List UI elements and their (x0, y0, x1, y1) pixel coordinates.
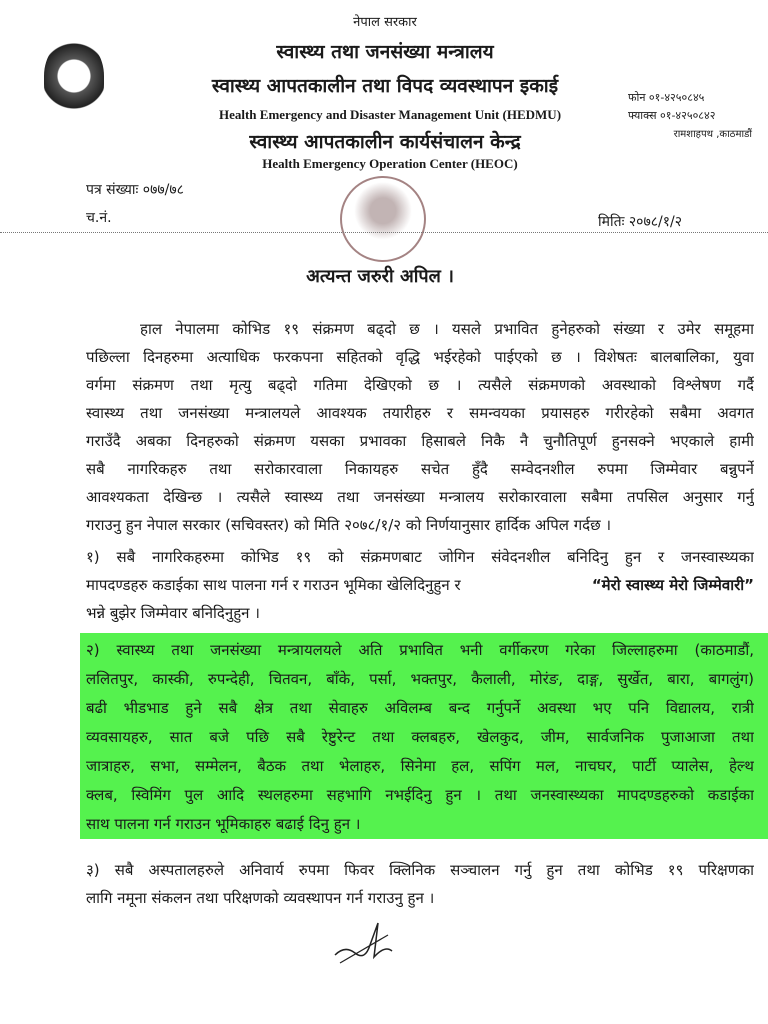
slogan: “मेरो स्वास्थ्य मेरो जिम्मेवारी” (591, 576, 754, 594)
dispatch-number: च.नं. (86, 210, 112, 226)
center-name-en: Health Emergency Operation Center (HEOC) (262, 156, 518, 171)
intro-line: गराउँदै अबका दिनहरुको संक्रमण यसका प्रभावका हिसाबले निकै नै चुनौतिपूर्ण हुनसक्ने भएकाले हामी (86, 432, 754, 450)
item1-line-with-slogan (86, 574, 754, 596)
item2-line: बढी भीडभाड हुने सबै क्षेत्र तथा सेवाहरु अविलम्ब बन्द गर्नुपर्ने अवस्था भए पनि विद्यालय, रात्री (86, 699, 754, 717)
intro-line: पछिल्ला दिनहरुमा अत्याधिक फरकपना सहितको वृद्धि भईरहेको पाईएको छ । विशेषतः बालबालिका, युवा (86, 348, 754, 366)
item2-line: २) स्वास्थ्य तथा जनसंख्या मन्त्रायलयले अति प्रभावित भनी वर्गीकरण गरेका जिल्लाहरुमा (काठमाडौं, (86, 641, 754, 659)
address: रामशाहपथ ,काठमाडौं (673, 129, 752, 140)
government-name: नेपाल सरकार (353, 15, 417, 30)
intro-line: वर्गमा संक्रमण तथा मृत्यु बढ्दो गतिमा देखिएको छ । त्यसैले संक्रमणको अवस्थाको विश्लेषण गर्दै (86, 376, 754, 394)
fax-number: फ्याक्स ०१-४२५०८४२ (628, 109, 716, 122)
item1-line: भन्ने बुझेर जिम्मेवार बनिदिनुहुन । (86, 604, 260, 622)
item2-line: व्यवसायहरु, सात बजे पछि सबै रेष्टुरेन्ट तथा क्लबहरु, खेलकुद, जीम, सार्वजनिक पुजाआजा तथा (86, 728, 754, 746)
ministry-name: स्वास्थ्य तथा जनसंख्या मन्त्रालय (276, 41, 494, 63)
item3-line: ३) सबै अस्पतालहरुले अनिवार्य रुपमा फिवर क्लिनिक सञ्चालन गर्नु हुन तथा कोभिड १९ परिक्षणका (86, 861, 754, 879)
center-name-np: स्वास्थ्य आपतकालीन कार्यसंचालन केन्द्र (249, 131, 521, 153)
intro-line: सबै नागरिकहरु तथा सरोकारवाला निकायहरु सचेत हुँदै सम्वेदनशील रुपमा जिम्मेवार बन्नुपर्ने (86, 460, 754, 478)
government-emblem (44, 40, 104, 120)
item2-line: क्लब, स्विमिंग पुल आदि स्थलहरुमा सहभागि नभईदिनु हुन । तथा जनस्वास्थ्यका मापदण्डहरुको कडाईका (86, 786, 754, 804)
letter-number: पत्र संख्याः ०७७/७८ (86, 182, 184, 198)
item2-line: जात्राहरु, सभा, सम्मेलन, बैठक तथा भेलाहरु, सिनेमा हल, सपिंग मल, नाचघर, पार्टी प्यालेस, हेल्थ (86, 757, 754, 775)
document-title: अत्यन्त जरुरी अपिल । (306, 266, 454, 287)
phone-number: फोन ०१-४२५०८४५ (628, 91, 705, 104)
unit-name-np: स्वास्थ्य आपतकालीन तथा विपद व्यवस्थापन इकाई (211, 75, 559, 97)
item2-line: साथ पालना गर्न गराउन भूमिकाहरु बढाई दिनु हुन । (86, 815, 361, 833)
intro-line: आवश्यकता देखिन्छ । त्यसैले स्वास्थ्य तथा जनसंख्या मन्त्रालय सरोकारवाला सबैमा तपसिल अनुसार गर्नु (86, 488, 754, 506)
intro-line: गराउनु हुन नेपाल सरकार (सचिवस्तर) को मिति २०७८/१/२ को निर्णयानुसार हार्दिक अपिल गर्दछ । (86, 516, 612, 534)
intro-line: स्वास्थ्य तथा जनसंख्या मन्त्रालयले आवश्यक तयारीहरु र समन्वयका प्रयासहरु गरीरहेको सबैमा अवगत (86, 404, 754, 422)
letter-date: मितिः २०७८/१/२ (598, 214, 682, 230)
item1-line: मापदण्डहरु कडाईका साथ पालना गर्न र गराउन भूमिका खेलिदिनुहुन र (86, 576, 461, 594)
header-divider (0, 232, 768, 233)
item1-line: १) सबै नागरिकहरुमा कोभिड १९ को संक्रमणबाट जोगिन संवेदनशील बनिदिनु हुन र जनस्वास्थ्यका (86, 548, 754, 566)
item3-line: लागि नमूना संकलन तथा परिक्षणको व्यवस्थापन गर्न गराउनु हुन । (86, 889, 435, 907)
intro-line: हाल नेपालमा कोभिड १९ संक्रमण बढ्दो छ । यसले प्रभावित हुनेहरुको संख्या र उमेर समूहमा (140, 320, 754, 338)
official-stamp (340, 176, 426, 262)
item2-line: ललितपुर, कास्की, रुपन्देही, चितवन, बाँके, पर्सा, भक्तपुर, कैलाली, मोरंङ, दाङ्ग, सुर्खेत, बारा, बागलुंग) (86, 670, 754, 688)
unit-name-en: Health Emergency and Disaster Management Unit (HEDMU) (218, 107, 562, 122)
signature (330, 915, 400, 970)
